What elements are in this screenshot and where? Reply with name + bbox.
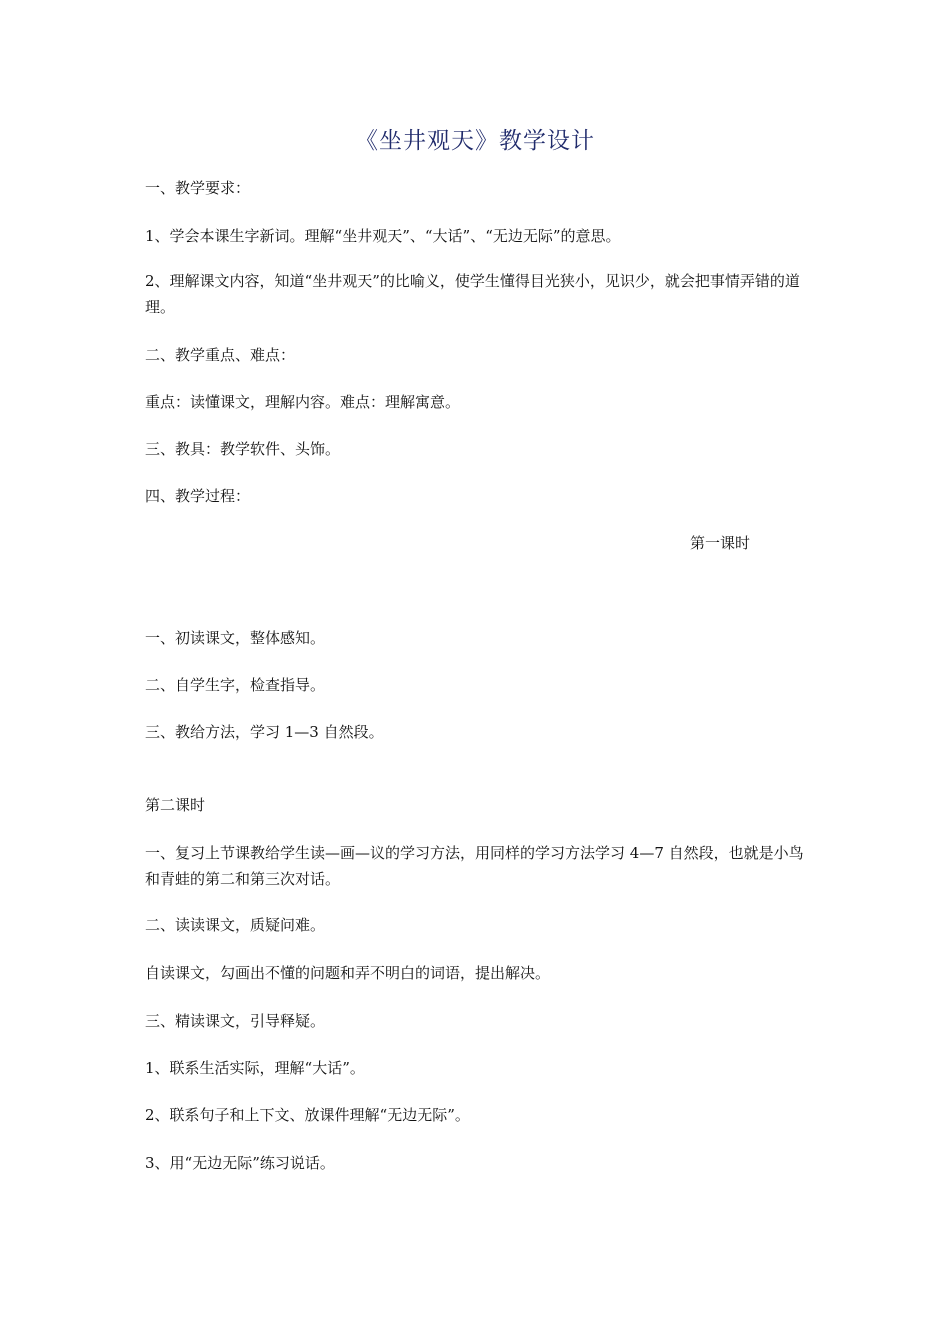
lesson-one-step-2: 二、自学生字，检查指导。 (145, 676, 326, 694)
section-heading-requirements: 一、教学要求： (145, 179, 251, 197)
lesson-two-step-3-item-1: 1、联系生活实际，理解“大话”。 (145, 1059, 365, 1077)
teaching-aids-text: 三、教具：教学软件、头饰。 (145, 440, 341, 458)
key-points-text: 重点：读懂课文，理解内容。难点：理解寓意。 (145, 393, 461, 411)
lesson-one-step-3: 三、教给方法，学习 1—3 自然段。 (145, 723, 384, 741)
lesson-two-step-3-item-3: 3、用“无边无际”练习说话。 (145, 1154, 335, 1172)
section-heading-key-points: 二、教学重点、难点： (145, 346, 296, 364)
lesson-two-step-2: 二、读读课文，质疑问难。 (145, 916, 326, 934)
document-title: 《坐井观天》教学设计 (355, 128, 595, 154)
lesson-two-step-2-detail: 自读课文，勾画出不懂的问题和弄不明白的词语，提出解决。 (145, 964, 551, 982)
lesson-one-heading: 第一课时 (690, 534, 751, 552)
lesson-two-step-3: 三、精读课文，引导释疑。 (145, 1012, 326, 1030)
section-heading-process: 四、教学过程： (145, 487, 251, 505)
lesson-two-step-1: 一、复习上节课教给学生读—画—议的学习方法，用同样的学习方法学习 4—7 自然段，也就是小鸟和青蛙的第二和第三次对话。 (145, 844, 804, 888)
lesson-one-step-1: 一、初读课文，整体感知。 (145, 629, 326, 647)
lesson-two-step-3-item-2: 2、联系句子和上下文、放课件理解“无边无际”。 (145, 1106, 470, 1124)
requirement-item-1: 1、学会本课生字新词。理解“坐井观天”、“大话”、“无边无际”的意思。 (145, 227, 621, 245)
requirement-item-2: 2、理解课文内容，知道“坐井观天”的比喻义，使学生懂得目光狭小，见识少，就会把事情弄错的道理。 (145, 272, 800, 316)
lesson-two-heading: 第二课时 (145, 796, 206, 814)
